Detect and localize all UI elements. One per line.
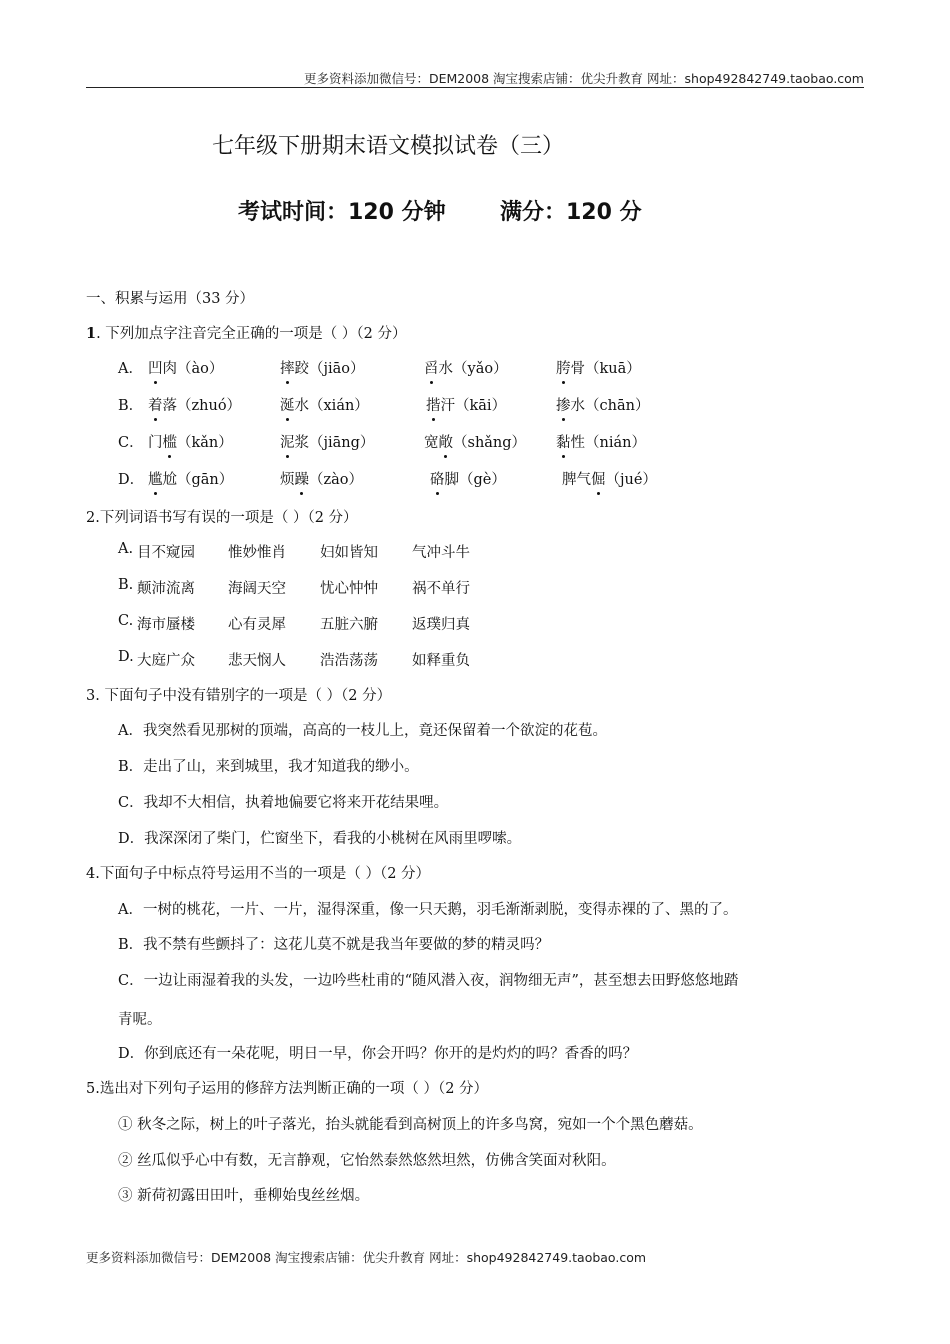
question-2-option-d-word: 悲天悯人 <box>228 653 286 669</box>
item-suffix: 尬（gān） <box>162 472 234 488</box>
question-3-stem: 3. 下面句子中没有错别字的一项是（ ）（2 分） <box>86 688 392 704</box>
dotted-character: 舀 <box>424 357 439 378</box>
dotted-character: 尴 <box>148 468 163 489</box>
item-prefix: 宽 <box>424 435 439 451</box>
question-1-option-d-item <box>280 468 363 489</box>
question-3-option-d: D．我深深闭了柴门，伫窗坐下，看我的小桃树在风雨里啰嗦。 <box>118 831 522 847</box>
question-3-option-a: A．我突然看见那树的顶端，高高的一枝儿上，竟还保留着一个欲淀的花苞。 <box>118 723 607 739</box>
question-1-number: 1 <box>86 325 97 342</box>
question-1-option-b-item <box>280 394 369 415</box>
header-rule <box>86 87 864 88</box>
item-prefix: 烦 <box>280 472 295 488</box>
question-4-stem: 4.下面句子中标点符号运用不当的一项是（ ）（2 分） <box>86 866 431 882</box>
question-1-option-c-item <box>556 431 646 452</box>
question-1-option-a-item <box>556 357 641 378</box>
question-1-option-a-label: A． <box>118 361 143 377</box>
question-3-option-b: B．走出了山，来到城里，我才知道我的缈小。 <box>118 759 419 775</box>
dotted-character: 躁 <box>295 468 310 489</box>
question-2-option-a-word: 气冲斗牛 <box>412 545 470 561</box>
question-4-option-c-cont: 青呢。 <box>118 1012 162 1028</box>
dotted-character: 凹 <box>148 357 163 378</box>
item-prefix: 门 <box>148 435 163 451</box>
exam-time: 考试时间：120 分钟 <box>238 200 446 225</box>
question-2-option-b-label: B. <box>118 577 134 593</box>
question-2-option-d-word: 大庭广众 <box>137 653 195 669</box>
question-4-option-b: B．我不禁有些颤抖了：这花儿莫不就是我当年要做的梦的精灵吗？ <box>118 937 550 953</box>
question-1-option-a-item <box>280 357 365 378</box>
item-suffix: 跤（jiāo） <box>294 361 365 377</box>
question-1-option-c-label: C． <box>118 435 144 451</box>
dotted-character: 着 <box>148 394 163 415</box>
dotted-character: 涎 <box>280 394 295 415</box>
question-1-option-d-item <box>148 468 233 489</box>
question-2-option-a-label: A. <box>118 541 134 557</box>
question-1-option-c-item <box>280 431 374 452</box>
dotted-character: 倔 <box>591 468 606 489</box>
item-prefix: 脾气 <box>562 472 591 488</box>
question-1-option-b-item <box>426 394 506 415</box>
full-score: 满分：120 分 <box>500 200 642 225</box>
dotted-character: 敞 <box>439 431 454 452</box>
page-footer: 更多资料添加微信号：DEM2008 淘宝搜索店铺：优尖升教育 网址：shop492842749.taobao.com <box>86 1250 647 1265</box>
question-1-option-d-item <box>430 468 506 489</box>
dotted-character: 揩 <box>426 394 441 415</box>
question-1-stem <box>86 322 407 343</box>
question-1-option-b-label: B． <box>118 398 144 414</box>
question-1-option-b-item <box>556 394 649 415</box>
question-3-option-c: C．我却不大相信，执着地偏要它将来开花结果哩。 <box>118 795 449 811</box>
question-1-text: . 下列加点字注音完全正确的一项是（ ）（2 分） <box>96 326 407 342</box>
item-suffix: 水（yǎo） <box>438 361 508 377</box>
question-2-option-b-word: 祸不单行 <box>412 581 470 597</box>
question-2-option-d-label: D. <box>118 649 134 665</box>
question-5-sentence-3: ③ 新荷初露田田叶，垂柳始曳丝丝烟。 <box>118 1188 370 1204</box>
question-2-option-c-word: 心有灵犀 <box>228 617 286 633</box>
question-2-option-d-word: 如释重负 <box>412 653 470 669</box>
item-suffix: 浆（jiāng） <box>294 435 375 451</box>
item-suffix: 性（nián） <box>570 435 646 451</box>
question-1-option-a-item <box>424 357 508 378</box>
question-2-option-c-word: 五脏六腑 <box>320 617 378 633</box>
item-suffix: 汗（kāi） <box>440 398 507 414</box>
dotted-character: 硌 <box>430 468 445 489</box>
question-5-stem: 5.选出对下列句子运用的修辞方法判断正确的一项（ ）（2 分） <box>86 1081 489 1097</box>
question-1-option-c-item <box>148 431 233 452</box>
page-title: 七年级下册期末语文模拟试卷（三） <box>212 134 565 159</box>
section-heading: 一、积累与运用（33 分） <box>86 291 255 307</box>
item-suffix: 肉（ào） <box>162 361 224 377</box>
question-4-option-c: C．一边让雨湿着我的头发，一边吟些杜甫的“随风潜入夜，润物细无声”，甚至想去田野悠悠地踏 <box>118 973 739 989</box>
dotted-character: 黏 <box>556 431 571 452</box>
question-2-option-c-word: 返璞归真 <box>412 617 470 633</box>
dotted-character: 胯 <box>556 357 571 378</box>
item-suffix: 水（chān） <box>570 398 650 414</box>
question-1-option-b-item <box>148 394 241 415</box>
item-suffix: 水（xián） <box>294 398 369 414</box>
question-1-option-a-item <box>148 357 223 378</box>
question-2-option-a-word: 目不窥园 <box>137 545 195 561</box>
question-2-option-b-word: 海阔天空 <box>228 581 286 597</box>
question-2-option-b-word: 忧心忡忡 <box>320 581 378 597</box>
question-2-option-d-word: 浩浩荡荡 <box>320 653 378 669</box>
dotted-character: 槛 <box>163 431 178 452</box>
page-header: 更多资料添加微信号：DEM2008 淘宝搜索店铺：优尖升教育 网址：shop492842749.taobao.com <box>303 71 864 86</box>
item-suffix: 脚（gè） <box>444 472 506 488</box>
question-5-sentence-1: ① 秋冬之际，树上的叶子落光，抬头就能看到高树顶上的许多鸟窝，宛如一个个黑色蘑菇。 <box>118 1117 703 1133</box>
question-4-option-d: D．你到底还有一朵花呢，明日一早，你会开吗？你开的是灼灼的吗？香香的吗？ <box>118 1046 638 1062</box>
item-suffix: 骨（kuā） <box>570 361 641 377</box>
dotted-character: 摔 <box>280 357 295 378</box>
item-suffix: 落（zhuó） <box>162 398 242 414</box>
question-2-option-c-label: C. <box>118 613 134 629</box>
dotted-character: 掺 <box>556 394 571 415</box>
item-suffix: （jué） <box>605 472 657 488</box>
question-2-option-b-word: 颠沛流离 <box>137 581 195 597</box>
question-5-sentence-2: ② 丝瓜似乎心中有数，无言静观，它怡然泰然悠然坦然，仿佛含笑面对秋阳。 <box>118 1153 616 1169</box>
item-suffix: （kǎn） <box>177 435 233 451</box>
dotted-character: 泥 <box>280 431 295 452</box>
question-1-option-d-label: D． <box>118 472 145 488</box>
question-2-stem: 2.下列词语书写有误的一项是（ ）（2 分） <box>86 510 358 526</box>
item-suffix: （zào） <box>309 472 364 488</box>
question-1-option-d-item <box>562 468 657 489</box>
question-2-option-c-word: 海市蜃楼 <box>137 617 195 633</box>
question-4-option-a: A．一树的桃花，一片、一片，湿得深重，像一只天鹅，羽毛渐渐剥脱，变得赤裸的了、黑的了。 <box>118 902 738 918</box>
question-2-option-a-word: 妇如皆知 <box>320 545 378 561</box>
question-2-option-a-word: 惟妙惟肖 <box>228 545 286 561</box>
item-suffix: （shǎng） <box>453 435 527 451</box>
question-1-option-c-item <box>424 431 526 452</box>
